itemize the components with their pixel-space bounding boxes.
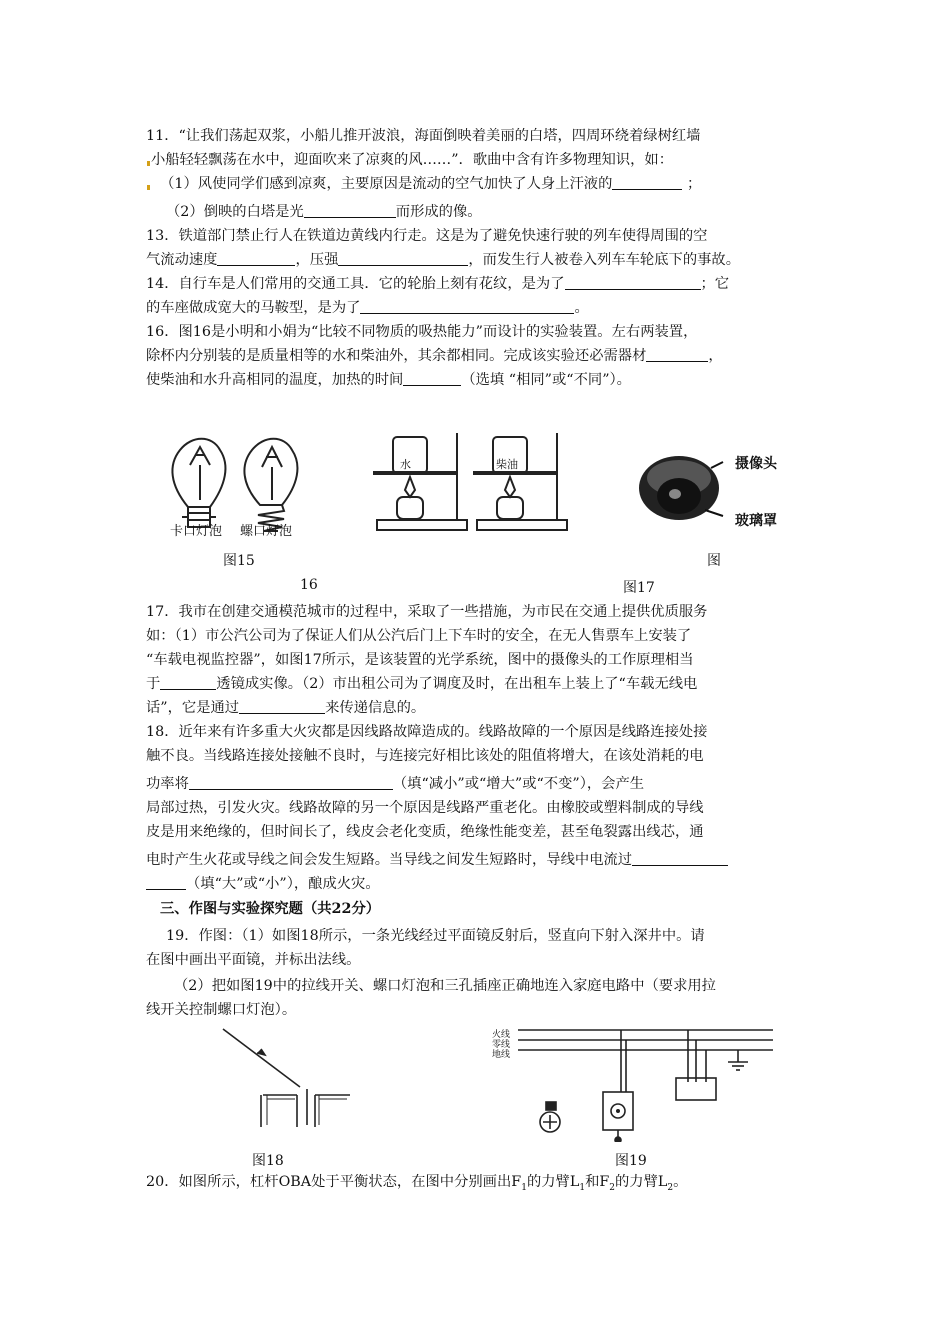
fire-wire-label: 火线: [492, 1030, 511, 1040]
q18-line1: 18．近年来有许多重大火灾都是因线路故障造成的。线路故障的一个原因是线路连接处接: [146, 724, 708, 740]
figure-17-caption: 图17: [623, 580, 655, 596]
q20-line: 20．如图所示，杠杆OBA处于平衡状态，在图中分别画出$F_1$的力臂$L_1$和$F_2$的力臂$L_2$。: [146, 1174, 688, 1193]
figure-17-camera: [635, 448, 725, 533]
figure-19-caption: 图19: [615, 1153, 647, 1169]
beaker-water-label: 水: [400, 458, 411, 471]
glass-cover-label: 玻璃罩: [735, 513, 777, 529]
q18-line5: 皮是用来绝缘的，但时间长了，线皮会老化变质，绝缘性能变差，甚至龟裂露出线芯，通: [146, 824, 704, 840]
q17-line2: 如：（1）市公汽公司为了保证人们从公汽后门上下车时的安全，在无人售票车上安装了: [146, 628, 692, 644]
q11-line3: （1）风使同学们感到凉爽，主要原因是流动的空气加快了人身上汗液的 ；: [146, 173, 701, 195]
figure-15-caption: 图15: [223, 553, 255, 569]
q18-blank1[interactable]: [189, 774, 393, 790]
q18-line2: 触不良。当线路连接处接触不良时，与连接完好相比该处的阻值将增大，在该处消耗的电: [146, 748, 704, 764]
q16-line3: 使柴油和水升高相同的温度，加热的时间 （选填 “相同”或“不同”）。: [146, 372, 631, 388]
screw-bulb-label: 螺口灯泡: [240, 524, 293, 539]
q17-blank2[interactable]: [239, 698, 325, 714]
q17-blank1[interactable]: [160, 674, 216, 690]
q18-line6: 电时产生火花或导线之间会发生短路。当导线之间发生短路时，导线中电流过: [146, 849, 728, 871]
q14-line1: 14．自行车是人们常用的交通工具．它的轮胎上刻有花纹，是为了 ；它: [146, 276, 730, 292]
section-3-heading: 三、作图与实验探究题（共22分）: [160, 901, 381, 917]
q13-line2: 气流动速度 ，压强 ，而发生行人被卷入列车车轮底下的事故。: [146, 252, 741, 268]
beaker-diesel-label: 柴油: [496, 458, 518, 471]
q18-line4: 局部过热，引发火灾。线路故障的另一个原因是线路严重老化。由橡胶或塑料制成的导线: [146, 800, 704, 816]
figure-16-caption: 16: [300, 577, 318, 593]
q16-line2: 除杯内分别装的是质量相等的水和柴油外，其余都相同。完成该实验还必需器材 ，: [146, 348, 723, 364]
ground-wire-label: 地线: [492, 1050, 511, 1060]
bayonet-bulb-icon: [172, 439, 225, 527]
q16-line1: 16．图16是小明和小娟为“比较不同物质的吸热能力”而设计的实验装置。左右两装置，: [146, 324, 698, 340]
q17-line3: “车载电视监控器”，如图17所示，是该装置的光学系统，图中的摄像头的工作原理相当: [146, 652, 694, 668]
q19-line3: （2）把如图19中的拉线开关、螺口灯泡和三孔插座正确地连入家庭电路中（要求用拉: [174, 978, 716, 994]
q11-line1: 11．“让我们荡起双浆，小船儿推开波浪，海面倒映着美丽的白塔，四周环绕着绿树红墙: [146, 128, 701, 144]
q18-blank2b[interactable]: [146, 874, 186, 890]
figure-caption-fragment: 图: [707, 553, 721, 569]
q17-line4: 于 透镜成实像。（2）市出租公司为了调度及时，在出租车上装上了“车载无线电: [146, 676, 698, 692]
q14-line2: 的车座做成宽大的马鞍型，是为了 。: [146, 300, 589, 316]
q11-line4: （2）倒映的白塔是光 而形成的像。: [166, 204, 482, 220]
q17-line5: 话”，它是通过 来传递信息的。: [146, 700, 426, 716]
screw-lamp-icon: [540, 1102, 560, 1132]
q18-line3: 功率将 （填“减小”或“增大”或“不变”），会产生: [146, 776, 645, 792]
q19-line4: 线开关控制螺口灯泡）。: [146, 1002, 297, 1018]
q17-line1: 17．我市在创建交通模范城市的过程中，采取了一些措施，为市民在交通上提供优质服务: [146, 604, 708, 620]
q14-blank1[interactable]: [565, 274, 701, 290]
q14-blank2[interactable]: [360, 298, 574, 314]
q11-blank1[interactable]: [612, 174, 682, 190]
q19-line1: 19．作图：（1）如图18所示，一条光线经过平面镜反射后，竖直向下射入深井中。请: [166, 928, 705, 944]
q11-line2: 小船轻轻飘荡在水中，迎面吹来了凉爽的风……”．歌曲中含有许多物理知识，如：: [146, 149, 673, 171]
incident-ray: [223, 1029, 300, 1087]
switch-icon: [616, 1109, 620, 1113]
q18-line7: （填“大”或“小”），酿成火灾。: [146, 873, 380, 895]
figure-18-caption: 图18: [252, 1153, 284, 1169]
figure-16-apparatus: [365, 425, 580, 535]
q18-blank2a[interactable]: [632, 850, 728, 866]
q13-line1: 13．铁道部门禁止行人在铁道边黄线内行走。这是为了避免快速行驶的列车使得周围的空: [146, 228, 708, 244]
bayonet-bulb-label: 卡口灯泡: [170, 524, 223, 539]
q16-blank2[interactable]: [403, 370, 461, 386]
screw-bulb-icon: [244, 439, 297, 531]
apparatus-left: [373, 433, 467, 530]
q13-blank2[interactable]: [338, 250, 468, 266]
figure-18-well: [215, 1025, 365, 1130]
camera-label: 摄像头: [735, 456, 777, 472]
q19-line2: 在图中画出平面镜，并标出法线。: [146, 952, 361, 968]
q16-blank1[interactable]: [646, 346, 708, 362]
q13-blank1[interactable]: [217, 250, 295, 266]
apparatus-right: [473, 433, 567, 530]
q11-blank2[interactable]: [304, 202, 396, 218]
figure-19-circuit: [488, 1022, 778, 1142]
neutral-wire-label: 零线: [492, 1040, 511, 1050]
